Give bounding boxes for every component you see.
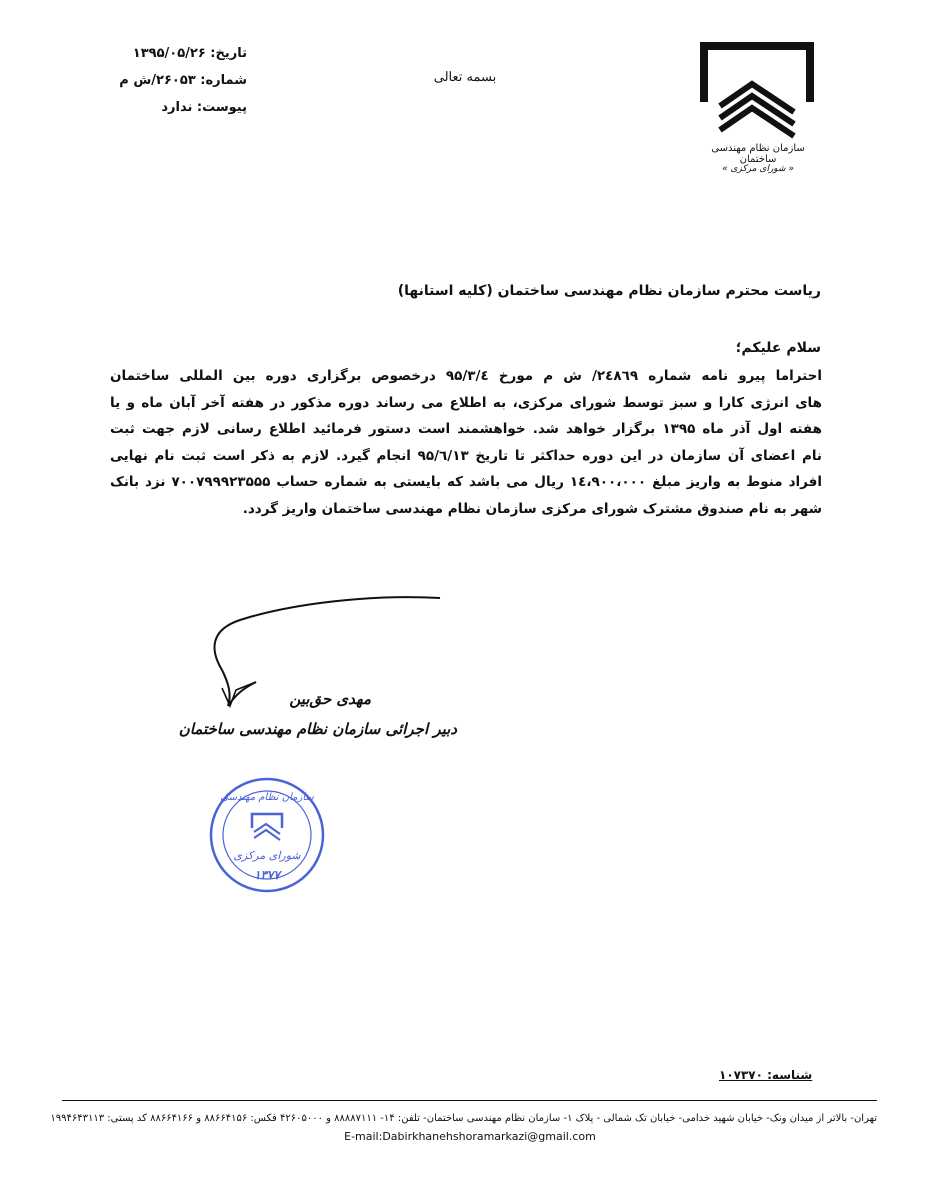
organization-logo — [692, 40, 824, 180]
date-row — [119, 40, 247, 67]
letter-body — [110, 363, 822, 522]
attachment-row — [119, 94, 247, 121]
official-stamp — [208, 776, 326, 894]
attachment-value: ندارد — [161, 100, 193, 115]
document-id: شناسه: ۱۰۷۳۷۰ — [719, 1068, 813, 1082]
number-row — [119, 67, 247, 94]
logo-mark-icon — [698, 40, 818, 140]
logo-council-name: « شورای مرکزی » — [722, 164, 794, 174]
signer-title: دبیر اجرائی سازمان نظام مهندسی ساختمان — [178, 720, 457, 738]
logo-organization-name: سازمان نظام مهندسی ساختمان — [711, 143, 805, 165]
number-value: ۲۶۰۵۳/ش م — [119, 73, 196, 88]
body-line: هفته اول آذر ماه ۱۳۹۵ برگزار خواهد شد. خواهشمند است دستور فرمائید اطلاع رسانی لازم جهت ثبت — [110, 421, 823, 437]
stamp-organization-text: سازمان نظام مهندسی — [220, 792, 314, 803]
attachment-label: پیوست: — [196, 100, 247, 115]
letter-meta — [119, 40, 247, 121]
body-line: افراد منوط به واریز مبلغ ۱٤،۹۰۰،۰۰۰ ریال می باشد که بایستی به شماره حساب ۷۰۰۷۹۹۹۲۳۵۵۵ نزد بانک — [110, 474, 822, 490]
greeting-line: سلام علیکم؛ — [735, 340, 821, 356]
signer-name: مهدی حق‌بین — [289, 690, 371, 708]
number-label: شماره: — [200, 73, 247, 88]
footer-address: تهران- بالاتر از میدان ونک- خیابان شهید خدامی- خیابان تک شمالی - پلاک ۱- سازمان نظام مهندسی ساختمان- تلفن: ۱۴- ۸۸۸۸۷۱۱۱ و ۴۲۶۰۵۰۰۰ فکس: ۸۸۶۶۴۱۵۶ و ۸۸۶۶۴۱۶۶ کد پستی: ۱۹۹۴۶۴۳۱۱۳ — [50, 1113, 877, 1124]
date-label: تاریخ: — [210, 46, 247, 61]
footer-divider — [62, 1100, 877, 1101]
body-line: احتراما پیرو نامه شماره ۲٤۸٦۹/ ش م مورخ ۹۵/۳/٤ درخصوص برگزاری دوره بین المللی ساختمان — [110, 368, 822, 384]
footer-email: E-mail:Dabirkhanehshoramarkazi@gmail.com — [344, 1130, 596, 1143]
body-line: نام اعضای آن سازمان در این دوره حداکثر تا تاریخ ۹۵/٦/۱۳ انجام گیرد. لازم به ذکر است ثبت نام نهایی — [110, 447, 822, 464]
body-line: شهر به نام صندوق مشترک شورای مرکزی سازمان نظام مهندسی ساختمان واریز گردد. — [242, 500, 822, 517]
basmala-heading: بسمه تعالی — [433, 70, 497, 85]
stamp-year: ۱۳۷۷ — [254, 868, 280, 882]
stamp-council-text: شورای مرکزی — [233, 849, 301, 862]
body-line: های انرژی کارا و سبز توسط شورای مرکزی، به اطلاع می رساند دوره مذکور در هفته آخر آبان ماه و یا — [110, 394, 822, 411]
date-value: ۱۳۹۵/۰۵/۲۶ — [132, 46, 206, 61]
addressee-line: ریاست محترم سازمان نظام مهندسی ساختمان (کلیه استانها) — [397, 283, 821, 299]
